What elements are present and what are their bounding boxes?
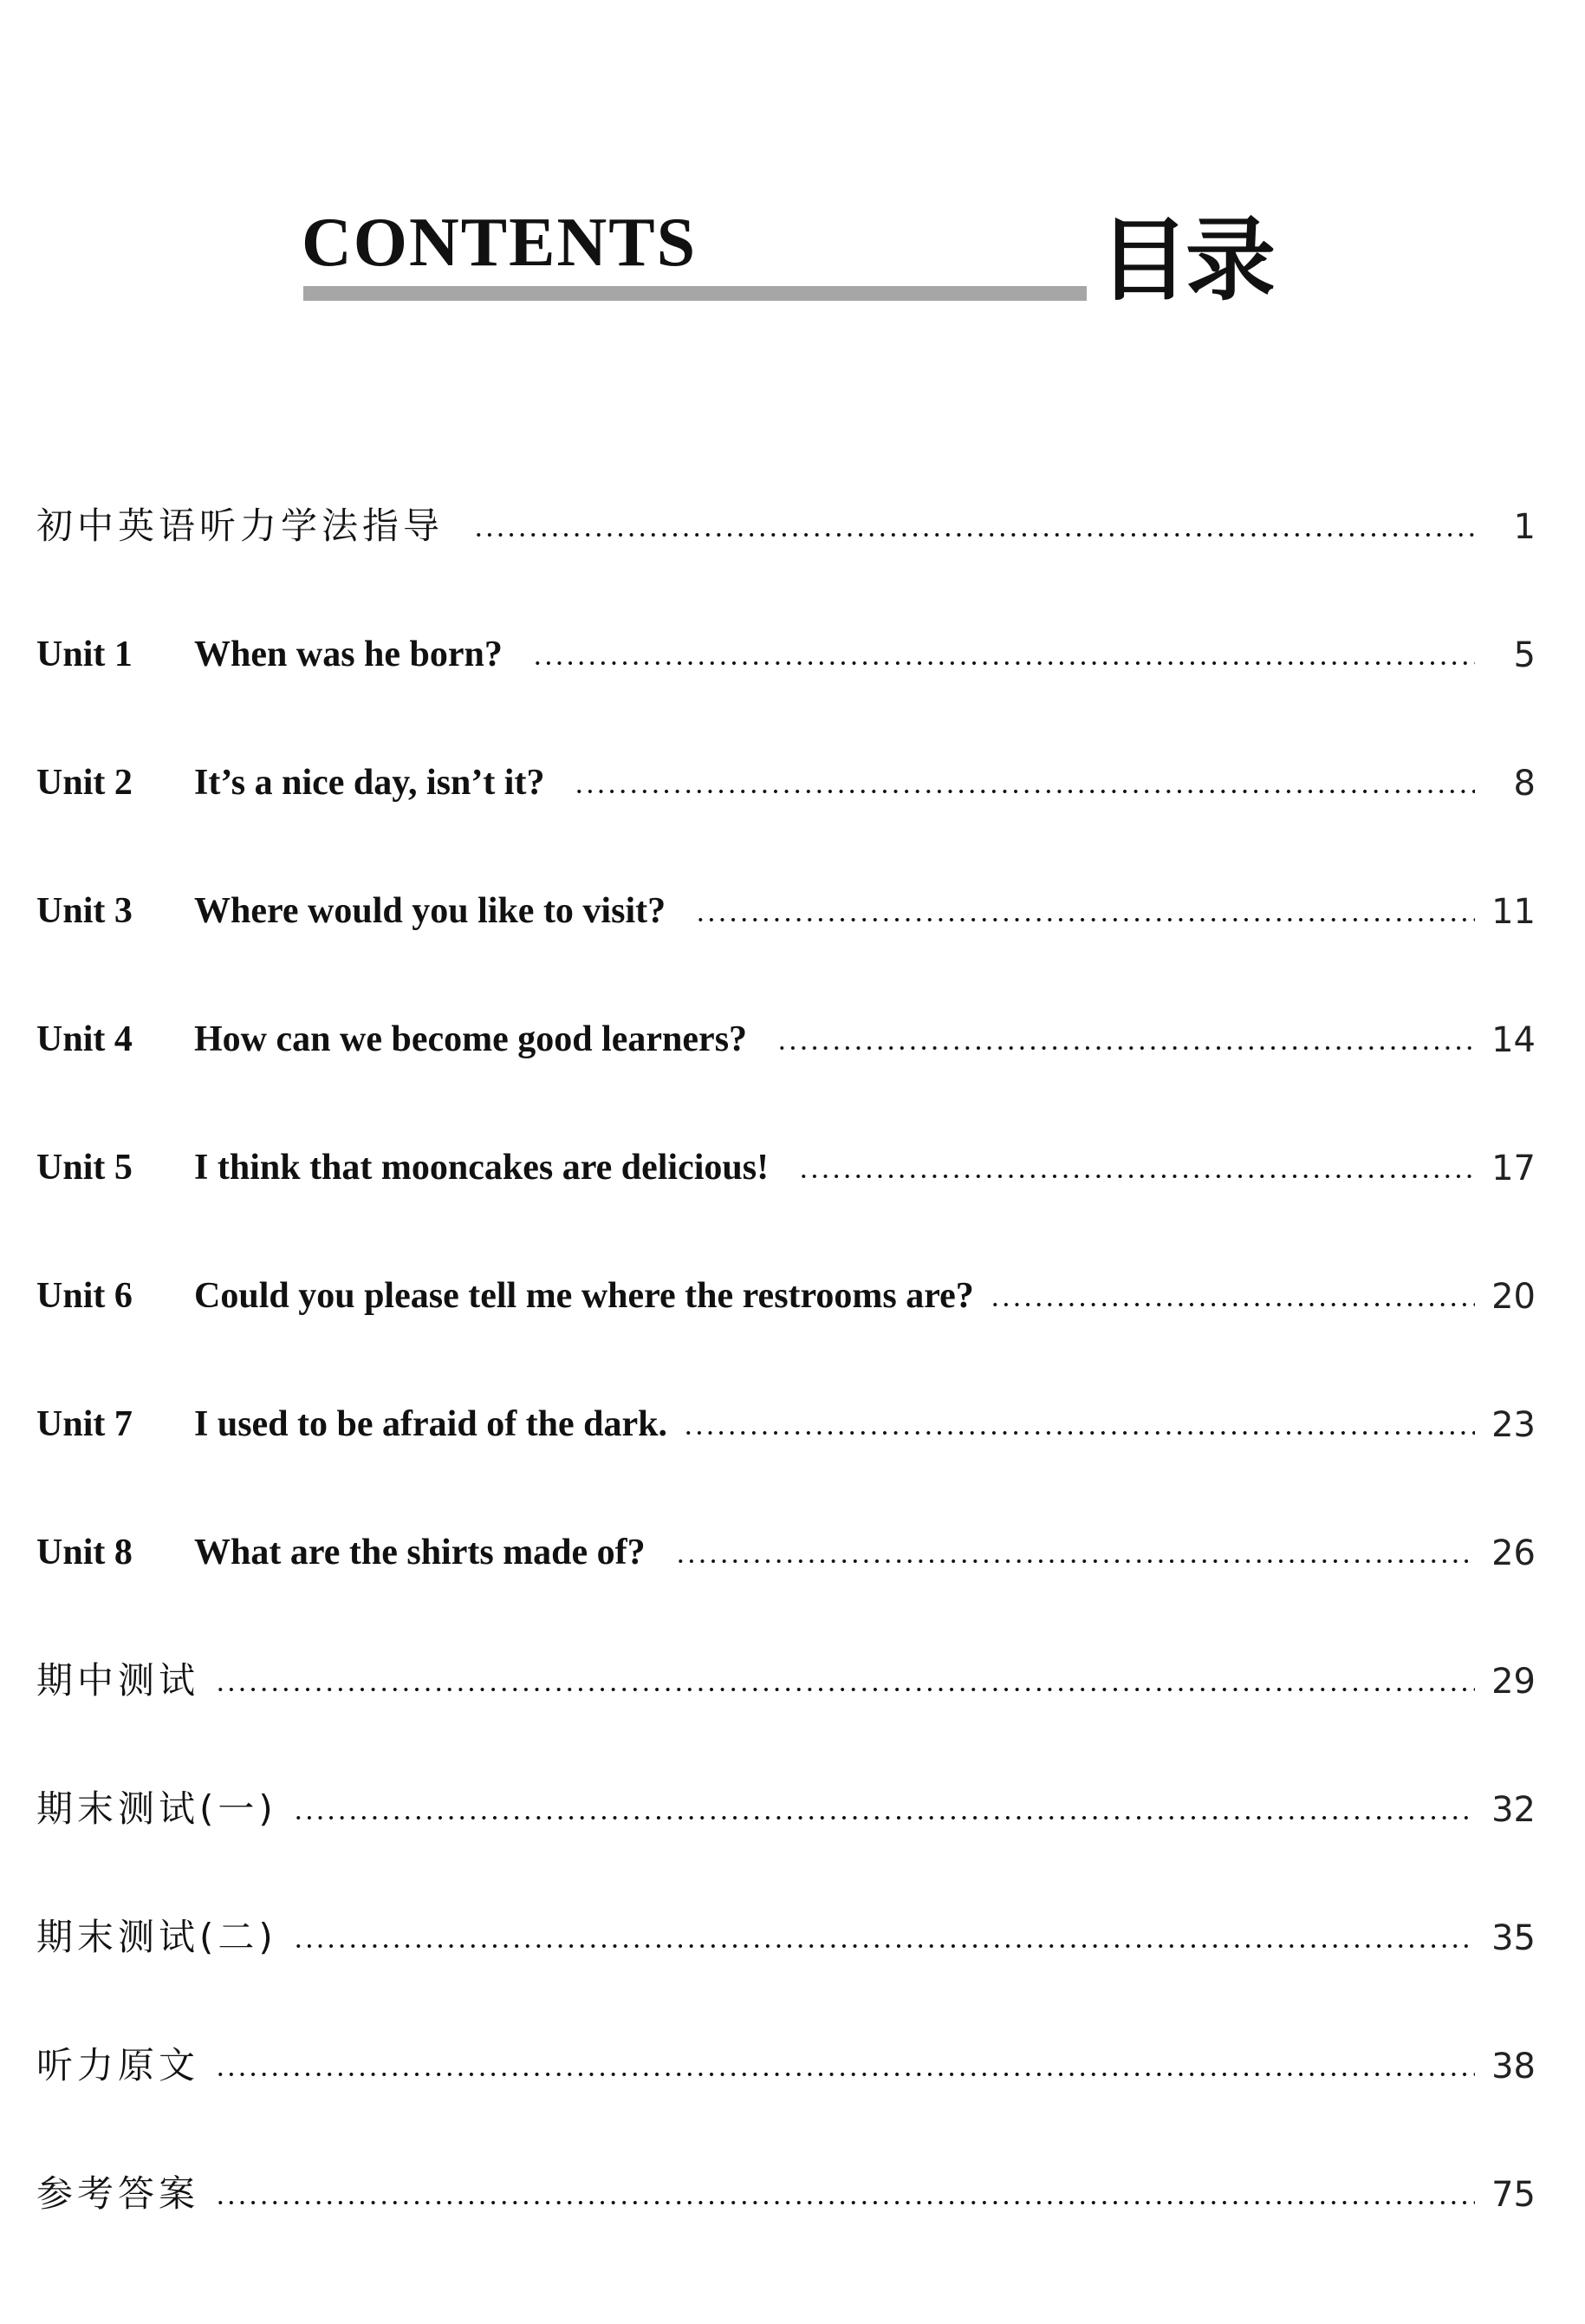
dot-leader	[293, 1943, 1475, 1949]
header-underline-bar	[303, 286, 1087, 301]
toc-entry-unit-3[interactable]	[36, 801, 1536, 932]
toc-entry-title-wrap	[36, 1787, 277, 1830]
chinese-title: 目录	[1099, 207, 1273, 313]
toc-entry-title: It’s a nice day, isn’t it?	[194, 763, 545, 803]
toc-entry-title: I think that mooncakes are delicious!	[194, 1148, 770, 1188]
toc-entry-title-wrap	[36, 505, 445, 547]
dot-leader	[695, 917, 1475, 922]
toc-entry-final-test-2[interactable]	[36, 1827, 1536, 1956]
dot-leader	[675, 1559, 1475, 1564]
toc-page-number: 1	[1513, 507, 1536, 547]
toc-page-number: 14	[1491, 1020, 1536, 1060]
toc-entry-title: 听力原文	[36, 2044, 200, 2086]
toc-entry-title-wrap	[36, 1278, 974, 1314]
english-title: CONTENTS	[302, 205, 698, 281]
table-of-contents	[36, 416, 1536, 2215]
toc-entry-title: 期末测试(一)	[36, 1787, 277, 1830]
toc-entry-title-wrap	[36, 893, 666, 929]
toc-page-number: 11	[1491, 892, 1536, 932]
dot-leader	[473, 532, 1475, 537]
toc-page-number: 5	[1513, 635, 1536, 675]
toc-entry-listening-scripts[interactable]	[36, 1956, 1536, 2084]
toc-page-number: 23	[1491, 1405, 1536, 1445]
dot-leader	[532, 661, 1475, 666]
toc-entry-unit-5[interactable]	[36, 1058, 1536, 1186]
toc-entry-title-wrap	[36, 1406, 667, 1442]
toc-entry-unit-4[interactable]	[36, 929, 1536, 1058]
toc-unit-label: Unit 3	[36, 891, 133, 931]
toc-page-number: 35	[1491, 1918, 1536, 1958]
toc-page-number: 29	[1491, 1662, 1536, 1702]
dot-leader	[215, 2072, 1475, 2077]
toc-unit-label: Unit 8	[36, 1533, 133, 1572]
dot-leader	[215, 1687, 1475, 1692]
dot-leader	[574, 789, 1475, 794]
toc-unit-label: Unit 7	[36, 1404, 133, 1444]
toc-entry-unit-7[interactable]	[36, 1314, 1536, 1445]
toc-page-number: 20	[1491, 1277, 1536, 1317]
toc-page-number: 32	[1491, 1790, 1536, 1830]
toc-entry-unit-2[interactable]	[36, 673, 1536, 804]
toc-entry-title-wrap	[36, 636, 503, 673]
dot-leader	[215, 2200, 1475, 2205]
toc-entry-unit-8[interactable]	[36, 1442, 1536, 1571]
toc-entry-unit-6[interactable]	[36, 1186, 1536, 1317]
toc-entry-study-guide[interactable]	[36, 416, 1536, 547]
dot-leader	[683, 1430, 1475, 1435]
toc-entry-title-wrap	[36, 1534, 646, 1571]
toc-entry-title: 期中测试	[36, 1659, 200, 1702]
toc-entry-title-wrap	[36, 1916, 277, 1958]
toc-entry-title-wrap	[36, 1021, 747, 1058]
toc-entry-title-wrap	[36, 765, 544, 801]
toc-unit-label: Unit 2	[36, 763, 133, 803]
toc-page-number: 75	[1491, 2175, 1536, 2215]
toc-entry-final-test-1[interactable]	[36, 1699, 1536, 1830]
toc-entry-title-wrap	[36, 2044, 200, 2086]
toc-unit-label: Unit 5	[36, 1148, 133, 1188]
toc-entry-title: I used to be afraid of the dark.	[194, 1404, 668, 1444]
dot-leader	[293, 1815, 1475, 1820]
dot-leader	[798, 1174, 1475, 1179]
toc-entry-title-wrap	[36, 1659, 200, 1702]
toc-entry-midterm-test[interactable]	[36, 1571, 1536, 1702]
toc-unit-label: Unit 6	[36, 1276, 133, 1316]
toc-entry-title: Where would you like to visit?	[194, 891, 666, 931]
toc-entry-answer-key[interactable]	[36, 2084, 1536, 2215]
toc-entry-title-wrap	[36, 1149, 769, 1186]
dot-leader	[776, 1045, 1475, 1051]
toc-entry-unit-1[interactable]	[36, 544, 1536, 673]
toc-page-number: 38	[1491, 2047, 1536, 2086]
toc-entry-title: 初中英语听力学法指导	[36, 505, 445, 547]
toc-page-number: 17	[1491, 1149, 1536, 1188]
toc-page-number: 8	[1513, 764, 1536, 804]
toc-unit-label: Unit 4	[36, 1019, 133, 1059]
contents-header	[0, 0, 1585, 364]
toc-entry-title: Could you please tell me where the restrooms are?	[194, 1276, 974, 1316]
toc-page-number: 26	[1491, 1533, 1536, 1573]
toc-entry-title: 参考答案	[36, 2172, 200, 2215]
toc-entry-title: 期末测试(二)	[36, 1916, 277, 1958]
dot-leader	[990, 1302, 1475, 1307]
toc-entry-title: When was he born?	[194, 635, 503, 674]
toc-entry-title-wrap	[36, 2172, 200, 2215]
toc-unit-label: Unit 1	[36, 635, 133, 674]
toc-entry-title: What are the shirts made of?	[194, 1533, 646, 1572]
toc-entry-title: How can we become good learners?	[194, 1019, 748, 1059]
